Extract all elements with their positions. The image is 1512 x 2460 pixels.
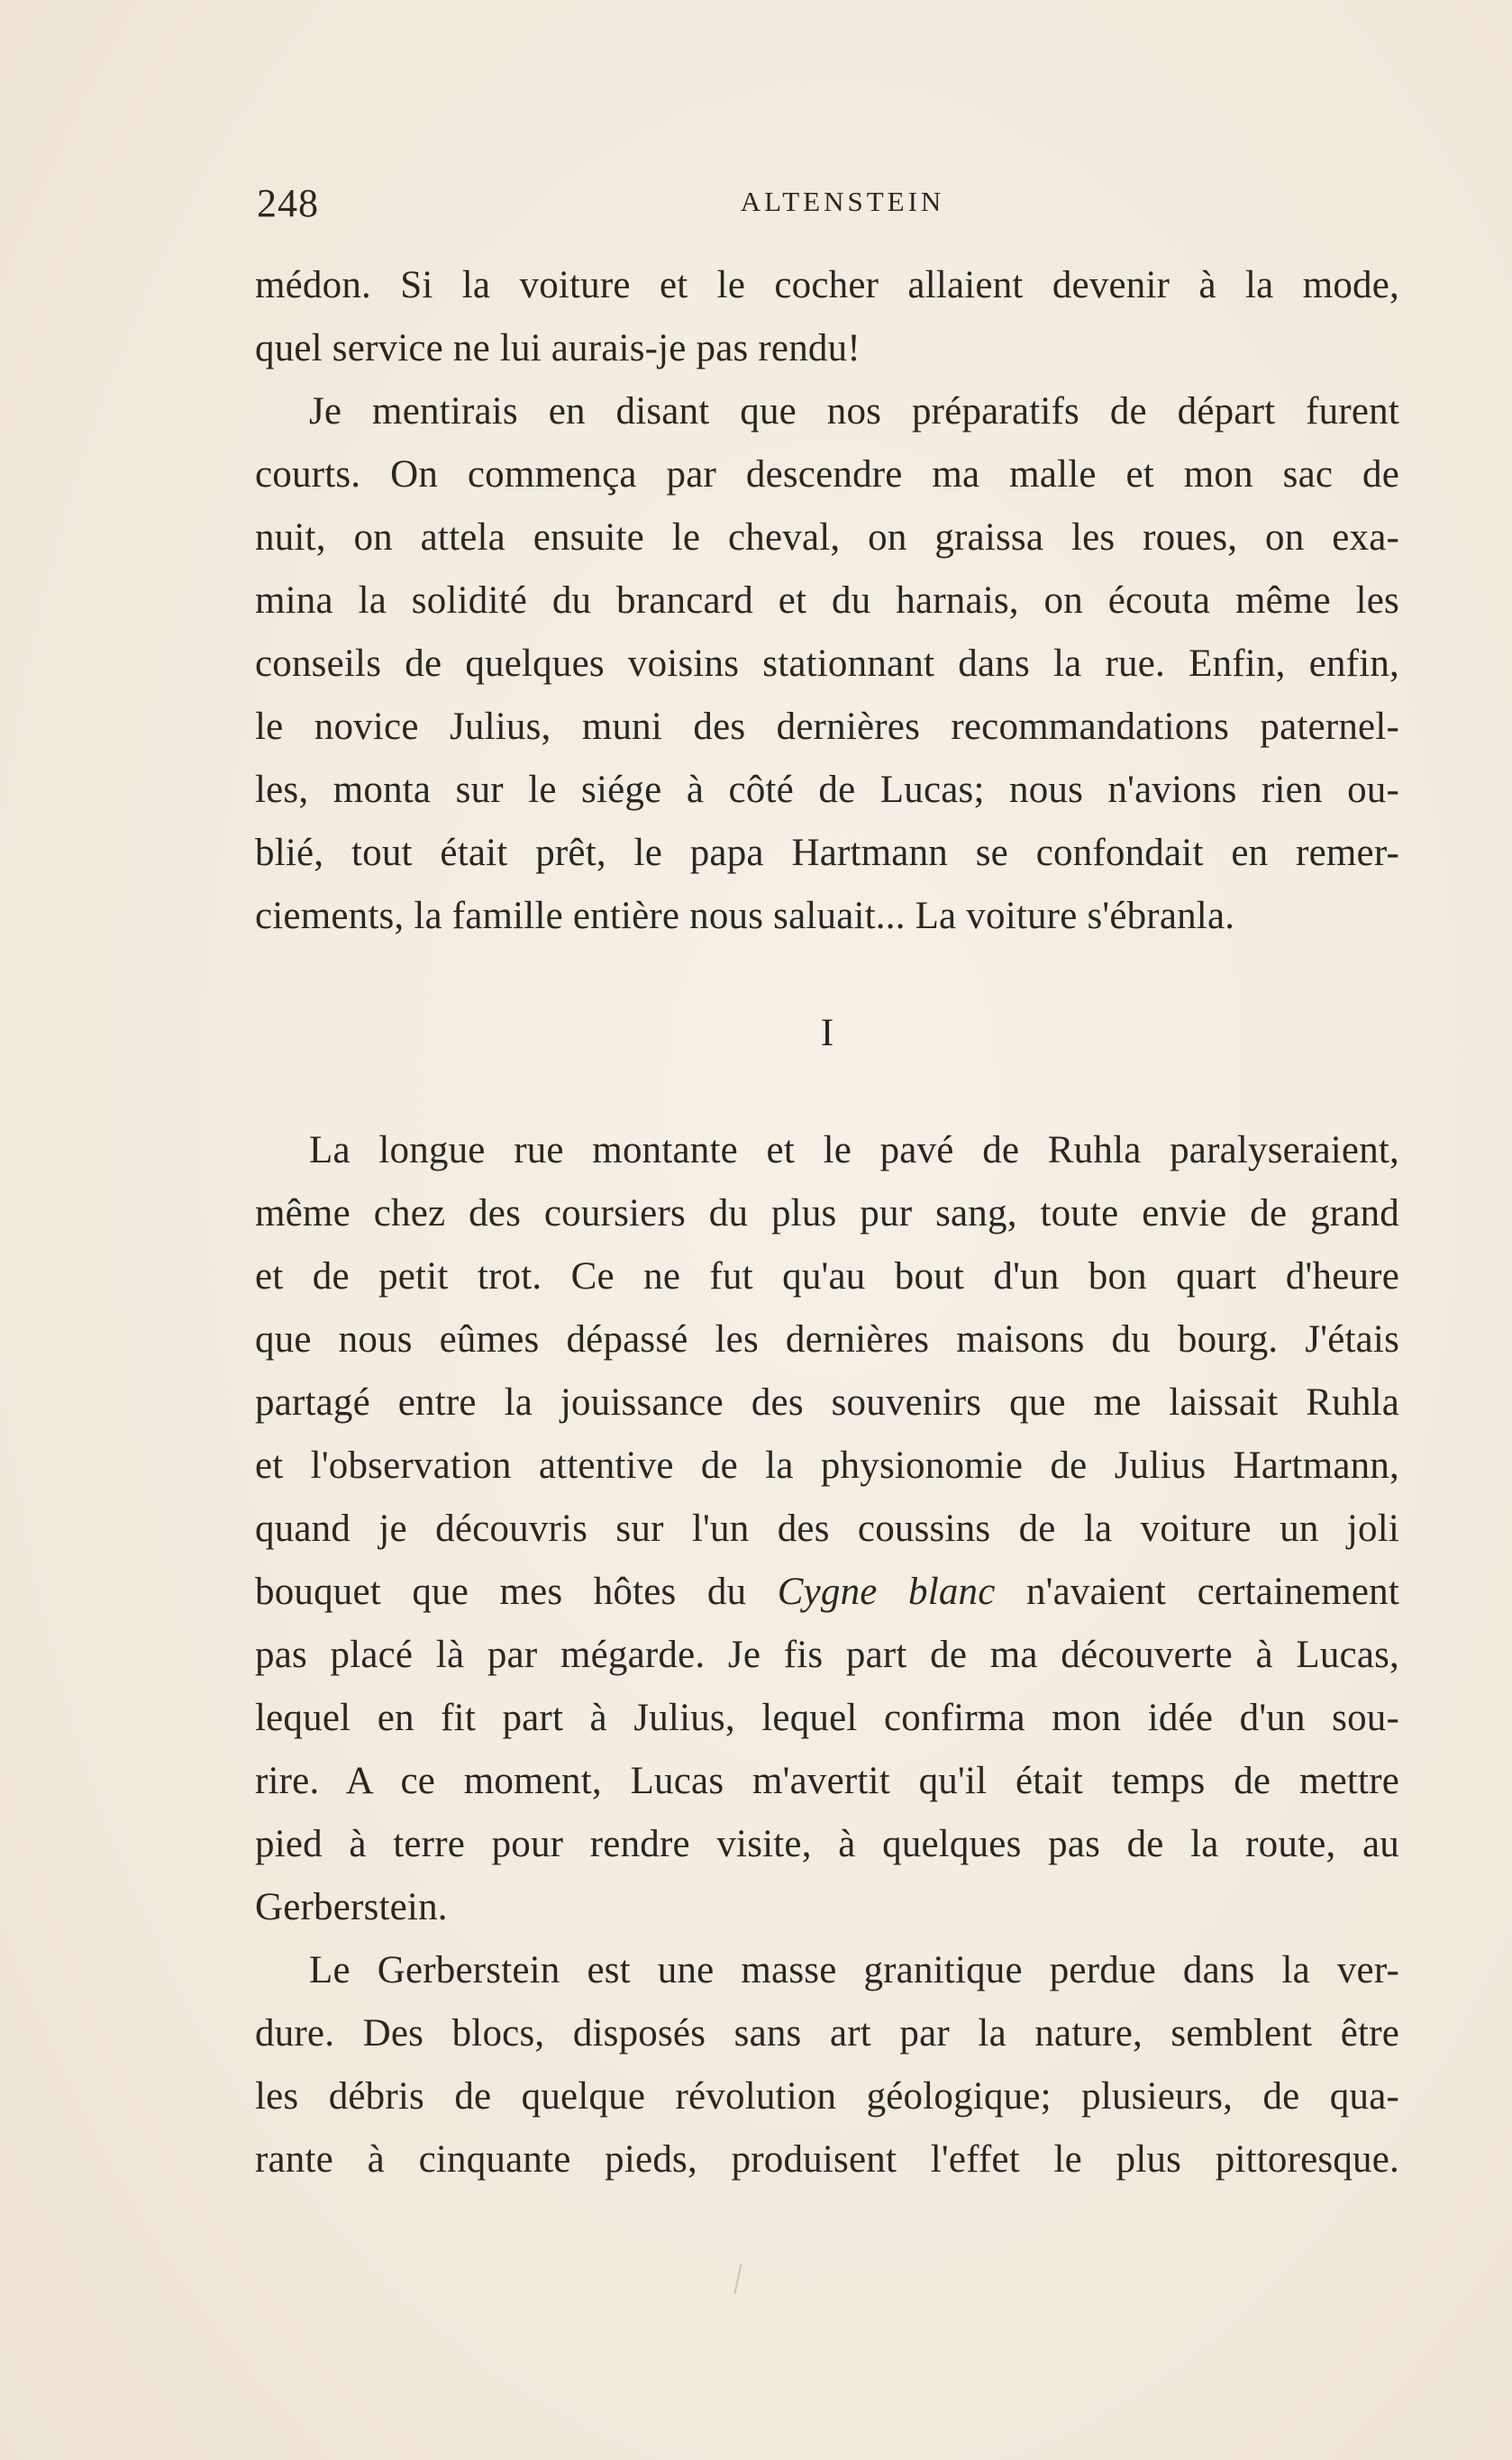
body-text: [255, 254, 1399, 2191]
text-line: ciements, la famille entière nous saluait... La voiture s'ébranla.: [255, 895, 1235, 937]
text-line: mina la solidité du brancard et du harnais, on écouta même les: [255, 579, 1399, 622]
text-line: partagé entre la jouissance des souvenirs que me laissait Ruhla: [255, 1381, 1399, 1424]
text-line: Le Gerberstein est une masse granitique perdue dans la ver-: [309, 1949, 1399, 1991]
section-heading: I: [820, 1012, 834, 1054]
text-line: rante à cinquante pieds, produisent l'effet le plus pittoresque.: [255, 2138, 1399, 2181]
text-line: médon. Si la voiture et le cocher allaient devenir à la mode,: [255, 264, 1399, 306]
text-line: pas placé là par mégarde. Je fis part de ma découverte à Lucas,: [255, 1634, 1399, 1676]
running-head: ALTENSTEIN: [740, 186, 945, 217]
text-line: courts. On commença par descendre ma malle et mon sac de: [255, 453, 1399, 496]
text-line-with-italic: [255, 1561, 1399, 1624]
text-line: pied à terre pour rendre visite, à quelques pas de la route, au: [255, 1823, 1399, 1865]
page-header: [257, 180, 1401, 234]
paper-mark: [733, 2264, 742, 2294]
text-line: lequel en fit part à Julius, lequel confirma mon idée d'un sou-: [255, 1697, 1399, 1739]
text-line: que nous eûmes dépassé les dernières maisons du bourg. J'étais: [255, 1318, 1399, 1361]
text-line: et de petit trot. Ce ne fut qu'au bout d'un bon quart d'heure: [255, 1255, 1399, 1298]
text-line: rire. A ce moment, Lucas m'avertit qu'il était temps de mettre: [255, 1760, 1399, 1802]
text-line: les, monta sur le siége à côté de Lucas; nous n'avions rien ou-: [255, 769, 1399, 811]
text-line: dure. Des blocs, disposés sans art par la nature, semblent être: [255, 2012, 1399, 2055]
text-line: quand je découvris sur l'un des coussins de la voiture un joli: [255, 1508, 1399, 1550]
text-line: Gerberstein.: [255, 1886, 448, 1928]
text-line: le novice Julius, muni des dernières recommandations paternel-: [255, 706, 1399, 748]
text-line: et l'observation attentive de la physionomie de Julius Hartmann,: [255, 1444, 1399, 1487]
page-number: 248: [257, 181, 319, 225]
text-segment: n'avaient certainement: [1025, 1571, 1399, 1613]
text-line: les débris de quelque révolution géologique; plusieurs, de qua-: [255, 2075, 1399, 2118]
italic-title: Cygne blanc: [777, 1571, 996, 1613]
text-line: conseils de quelques voisins stationnant dans la rue. Enfin, enfin,: [255, 642, 1399, 685]
text-line: quel service ne lui aurais-je pas rendu!: [255, 327, 861, 369]
text-segment: bouquet que mes hôtes du: [255, 1571, 747, 1613]
text-line: blié, tout était prêt, le papa Hartmann se confondait en remer-: [255, 832, 1399, 874]
text-line: nuit, on attela ensuite le cheval, on graissa les roues, on exa-: [255, 516, 1399, 559]
text-line: Je mentirais en disant que nos préparatifs de départ furent: [309, 390, 1399, 433]
text-line: La longue rue montante et le pavé de Ruhla paralyseraient,: [309, 1129, 1399, 1171]
text-line: même chez des coursiers du plus pur sang, toute envie de grand: [255, 1192, 1399, 1235]
